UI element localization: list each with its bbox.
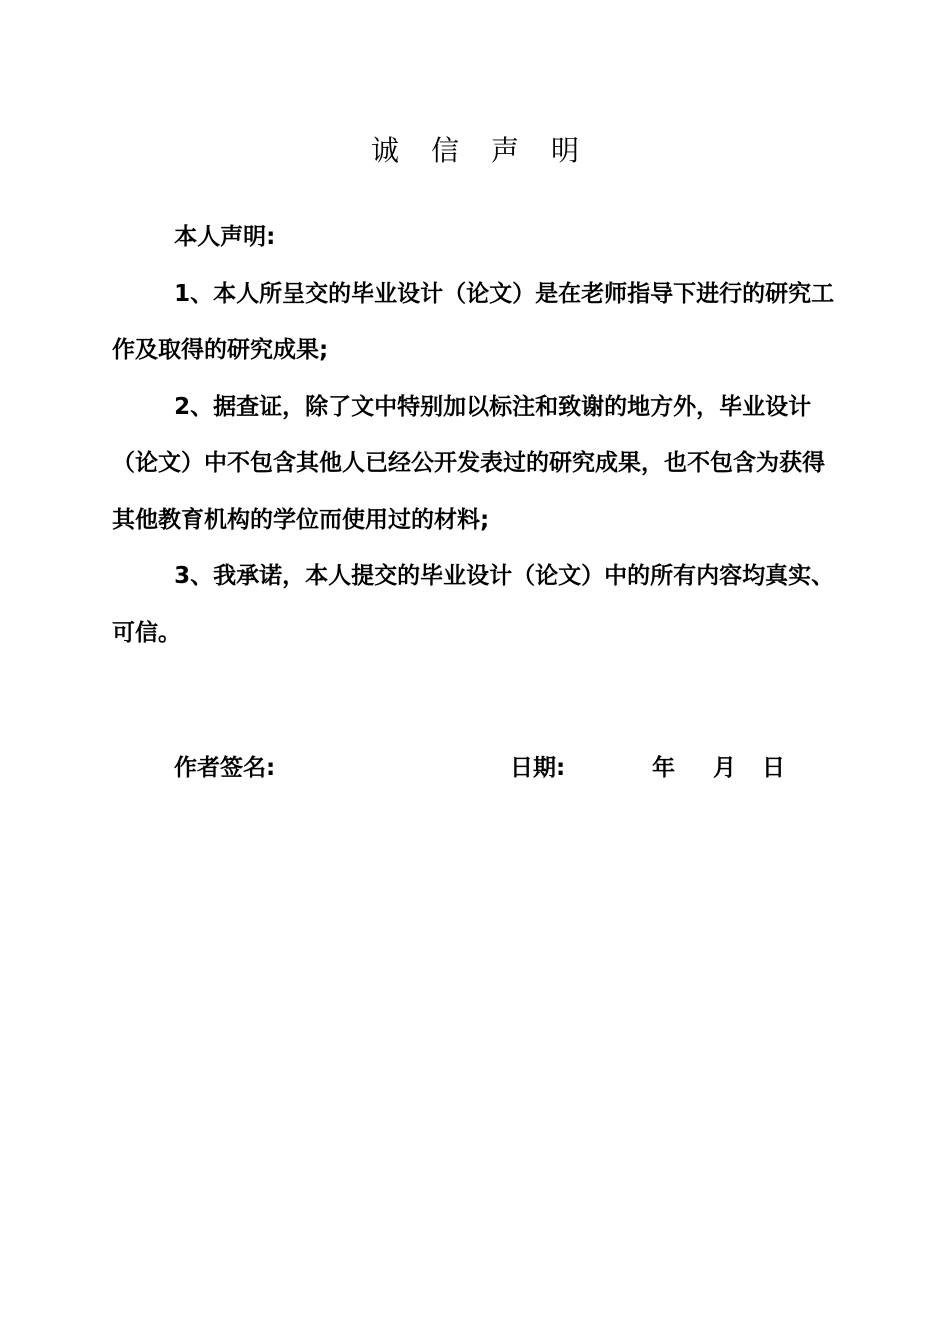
month-label: 月 xyxy=(713,755,736,781)
declaration-item-3: 3、我承诺，本人提交的毕业设计（论文）中的所有内容均真实、可信。 xyxy=(112,563,835,646)
date-label: 日期: xyxy=(510,755,566,781)
day-label: 日 xyxy=(762,755,785,781)
page-title: 诚信声明 xyxy=(370,134,611,167)
declaration-item-1: 1、本人所呈交的毕业设计（论文）是在老师指导下进行的研究工作及取得的研究成果; xyxy=(112,280,835,363)
author-signature-label: 作者签名: xyxy=(174,755,276,781)
declaration-intro: 本人声明: xyxy=(174,224,276,250)
declaration-body xyxy=(112,209,840,661)
year-label: 年 xyxy=(652,755,675,781)
declaration-item-2: 2、据查证，除了文中特别加以标注和致谢的地方外，毕业设计（论文）中不包含其他人已经公开发表过的研究成果，也不包含为获得其他教育机构的学位而使用过的材料; xyxy=(112,393,825,533)
